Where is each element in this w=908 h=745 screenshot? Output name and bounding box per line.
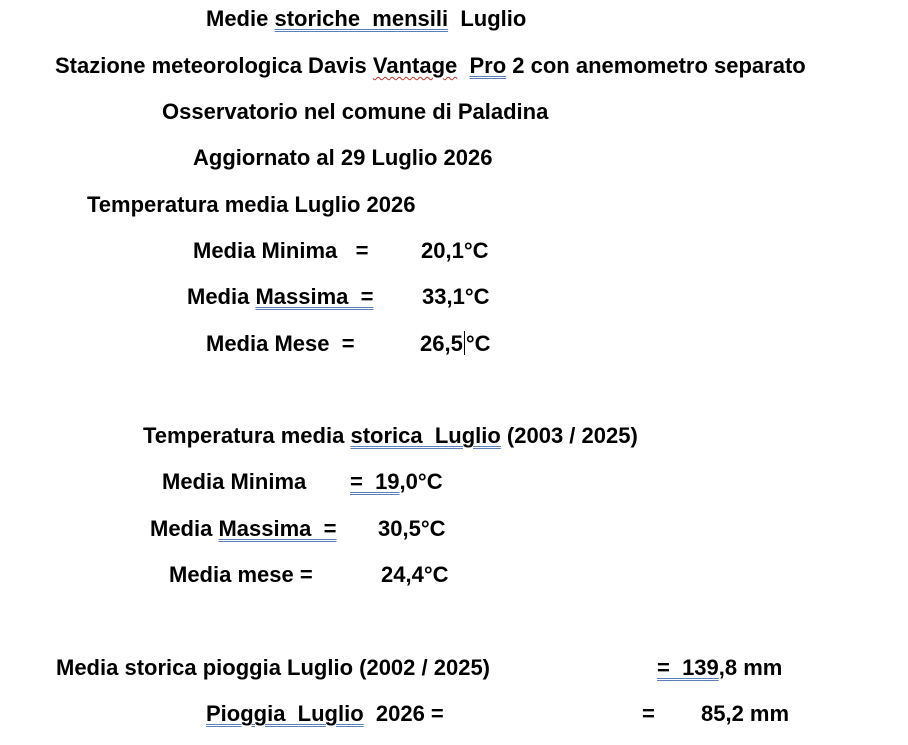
station-underlined-word: Pro: [469, 53, 507, 78]
historical-max-value: 30,5°C: [378, 516, 446, 541]
rain-historical-label: Media storica pioggia Luglio (2002 / 2025): [56, 655, 491, 680]
historical-min-label: Media Minima: [162, 469, 325, 494]
historical-max-label: Media Massima =: [150, 516, 337, 541]
rain-current-eq: =: [642, 701, 655, 726]
historical-min-value: = 19,0°C: [350, 469, 443, 494]
station-line: Stazione meteorologica Davis Vantage Pro 2 con anemometro separato: [55, 53, 806, 78]
historical-heading: Temperatura media storica Luglio (2003 / 2025): [143, 423, 638, 448]
current-mean-value: 26,5 °C: [420, 331, 491, 356]
historical-mean-value: 24,4°C: [381, 562, 449, 587]
station-spellcheck-word: Vantage: [372, 53, 458, 78]
historical-mean-label: Media mese =: [169, 562, 313, 587]
rain-historical-value: = 139,8 mm: [657, 655, 783, 680]
title-underlined-text: storiche mensili: [274, 6, 449, 31]
rain-current-label: Pioggia Luglio 2026 =: [206, 701, 444, 726]
text-cursor: [464, 331, 465, 355]
page-title: Medie storiche mensili Luglio: [206, 6, 527, 31]
current-mean-label: Media Mese =: [206, 331, 355, 356]
updated-line: Aggiornato al 29 Luglio 2026: [193, 145, 493, 170]
observatory-line: Osservatorio nel comune di Paladina: [162, 99, 549, 124]
rain-current-value: 85,2 mm: [701, 701, 790, 726]
current-heading: Temperatura media Luglio 2026: [87, 192, 416, 217]
current-min-value: 20,1°C: [421, 238, 489, 263]
current-max-value: 33,1°C: [422, 284, 490, 309]
current-min-label: Media Minima =: [193, 238, 369, 263]
current-max-label: Media Massima =: [187, 284, 374, 309]
